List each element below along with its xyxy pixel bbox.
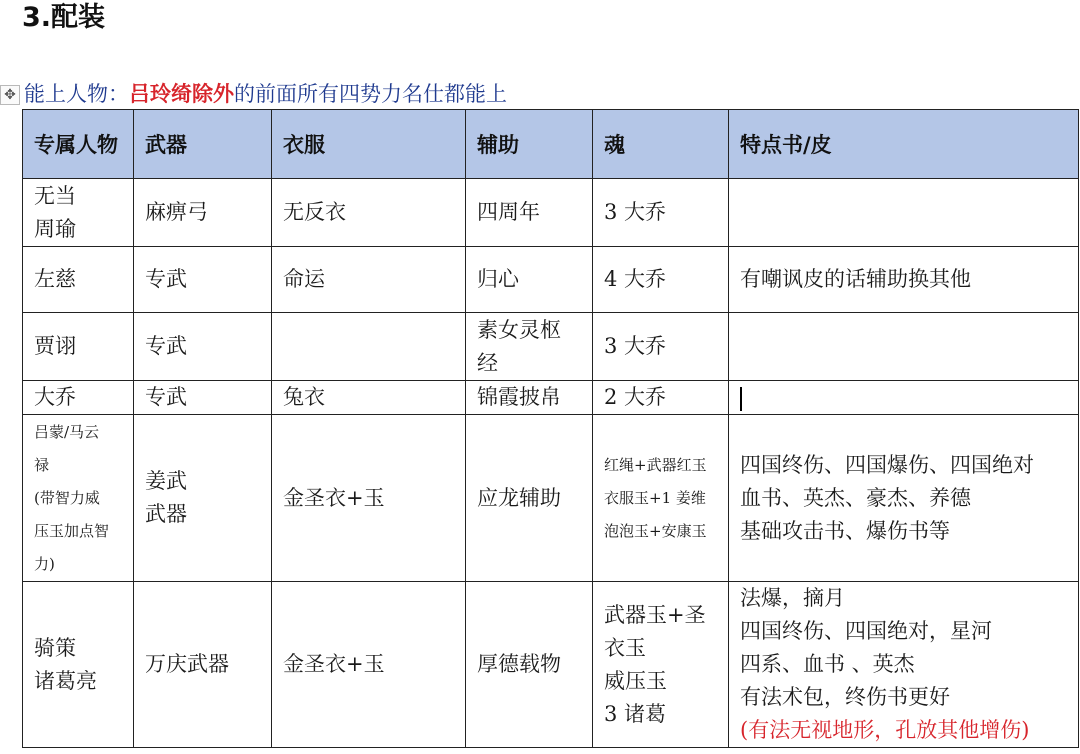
cell-support[interactable]: 锦霞披帛 xyxy=(466,381,593,415)
header-notes: 特点书/皮 xyxy=(729,110,1079,179)
intro-line xyxy=(24,78,507,110)
cell-weapon[interactable]: 麻痹弓 xyxy=(134,179,272,247)
cell-character[interactable]: 吕蒙/马云 禄 (带智力威 压玉加点智 力) xyxy=(23,415,134,582)
cell-weapon[interactable]: 专武 xyxy=(134,381,272,415)
intro-highlight: 吕玲绮除外 xyxy=(129,81,234,106)
cell-support[interactable]: 厚德载物 xyxy=(466,582,593,748)
text-cursor xyxy=(740,387,742,411)
cell-clothes[interactable]: 金圣衣+玉 xyxy=(272,582,466,748)
cell-support[interactable]: 四周年 xyxy=(466,179,593,247)
cell-support[interactable]: 归心 xyxy=(466,247,593,313)
table-row xyxy=(23,179,1079,247)
notes-red-remark: (有法无视地形，孔放其他增伤) xyxy=(740,718,1030,742)
header-character: 专属人物 xyxy=(23,110,134,179)
header-weapon: 武器 xyxy=(134,110,272,179)
cell-support[interactable]: 应龙辅助 xyxy=(466,415,593,582)
table-row xyxy=(23,313,1079,381)
table-row xyxy=(23,381,1079,415)
cell-clothes[interactable]: 兔衣 xyxy=(272,381,466,415)
cell-soul[interactable]: 武器玉+圣 衣玉 威压玉 3 诸葛 xyxy=(593,582,729,748)
cell-soul[interactable]: 3 大乔 xyxy=(593,179,729,247)
cell-notes[interactable] xyxy=(729,313,1079,381)
cell-clothes[interactable]: 无反衣 xyxy=(272,179,466,247)
cell-character[interactable]: 左慈 xyxy=(23,247,134,313)
cell-weapon[interactable]: 姜武 武器 xyxy=(134,415,272,582)
cell-weapon[interactable]: 专武 xyxy=(134,247,272,313)
cell-character[interactable]: 大乔 xyxy=(23,381,134,415)
table-row xyxy=(23,247,1079,313)
equipment-table xyxy=(22,109,1079,748)
cell-notes[interactable]: 法爆，摘月 四国终伤、四国绝对，星河 四系、血书 、英杰 有法术包，终伤书更好 (有法无视地形，孔放其他增伤) xyxy=(729,582,1079,748)
cell-notes[interactable]: 四国终伤、四国爆伤、四国绝对 血书、英杰、豪杰、养德 基础攻击书、爆伤书等 xyxy=(729,415,1079,582)
cell-clothes[interactable] xyxy=(272,313,466,381)
cell-soul[interactable]: 2 大乔 xyxy=(593,381,729,415)
cell-soul[interactable]: 红绳+武器红玉 衣服玉+1 姜维 泡泡玉+安康玉 xyxy=(593,415,729,582)
cell-notes[interactable] xyxy=(729,381,1079,415)
cell-notes[interactable]: 有嘲讽皮的话辅助换其他 xyxy=(729,247,1079,313)
cell-clothes[interactable]: 命运 xyxy=(272,247,466,313)
table-row xyxy=(23,582,1079,748)
cell-support[interactable]: 素女灵枢 经 xyxy=(466,313,593,381)
intro-label: 能上人物： xyxy=(24,82,129,106)
cell-weapon[interactable]: 万庆武器 xyxy=(134,582,272,748)
cell-soul[interactable]: 3 大乔 xyxy=(593,313,729,381)
cell-weapon[interactable]: 专武 xyxy=(134,313,272,381)
table-header-row xyxy=(23,110,1079,179)
header-support: 辅助 xyxy=(466,110,593,179)
cell-notes[interactable] xyxy=(729,179,1079,247)
table-row xyxy=(23,415,1079,582)
cell-character[interactable]: 骑策 诸葛亮 xyxy=(23,582,134,748)
cell-clothes[interactable]: 金圣衣+玉 xyxy=(272,415,466,582)
cell-character[interactable]: 贾诩 xyxy=(23,313,134,381)
header-clothes: 衣服 xyxy=(272,110,466,179)
cell-soul[interactable]: 4 大乔 xyxy=(593,247,729,313)
header-soul: 魂 xyxy=(593,110,729,179)
section-heading: 3.配装 xyxy=(22,2,106,33)
table-move-handle-icon[interactable]: ✥ xyxy=(0,85,20,105)
intro-rest: 的前面所有四势力名仕都能上 xyxy=(234,82,507,106)
cell-character[interactable]: 无当 周瑜 xyxy=(23,179,134,247)
